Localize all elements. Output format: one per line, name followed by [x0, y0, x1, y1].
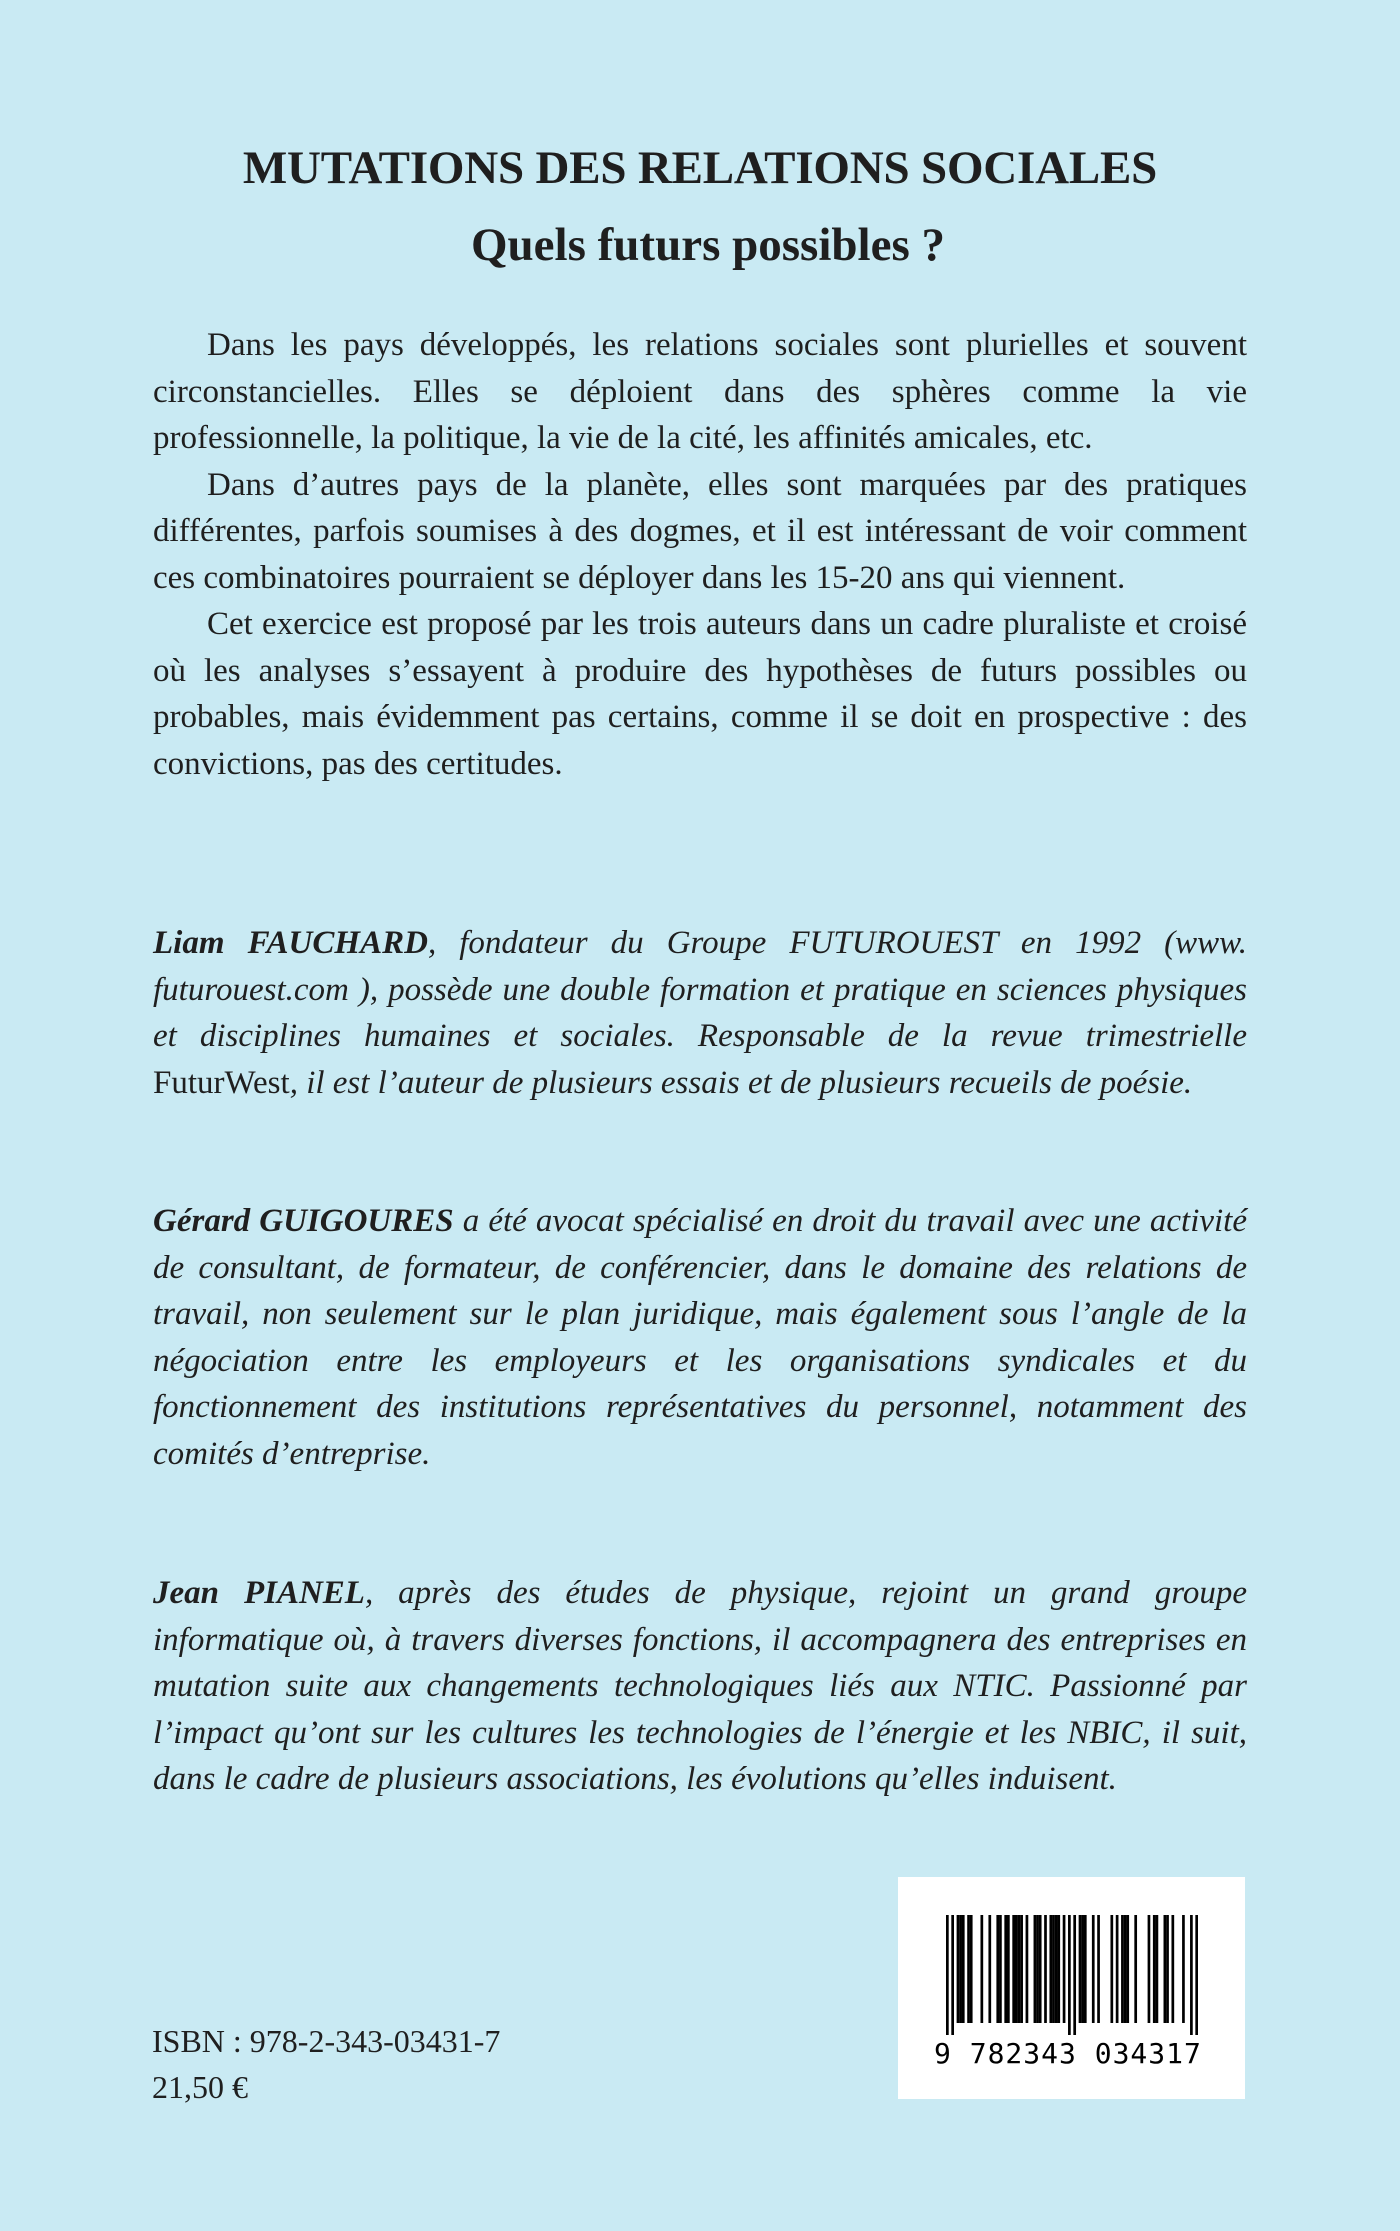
barcode-bar [1190, 1915, 1193, 2035]
barcode-bar [1156, 1915, 1159, 2023]
barcode-bar [957, 1915, 960, 2023]
barcode-bar [1063, 1915, 1066, 2023]
barcode-bar [1044, 1915, 1047, 2023]
author-bio-text: , après des études de physique, rejoint un grand groupe informatique où, à travers diverses fonctions, il accompagnera des entreprises en mutation suite aux changements technologiques liés aux NTIC. Passionné par l’impact qu’ont sur les cultures les technologies de l’énergie et les NBIC, il suit, dans le cadre de plusieurs associations, les évolutions qu’elles induisent. [153, 1575, 1247, 1797]
barcode-bar [1110, 1915, 1113, 2023]
barcode-image [946, 1915, 1198, 2035]
author-bio-text: , fondateur du Groupe FUTUROUEST en 1992 (www. futurouest.com ), possède une double formation et pratique en sciences physiques et disciplines humaines et sociales. Responsable de la revue trimestrielle [153, 925, 1247, 1054]
barcode-bar [1121, 1915, 1124, 2023]
barcode-bar [1068, 1915, 1071, 2035]
barcode-bar [1182, 1915, 1185, 2023]
barcode-bar [959, 1915, 962, 2023]
barcode-bar [1018, 1915, 1021, 2023]
author-bio-fauchard [153, 920, 1247, 1106]
barcode-bar [1020, 1915, 1023, 2023]
barcode-bar [1015, 1915, 1018, 2023]
book-title: MUTATIONS DES RELATIONS SOCIALES [242, 142, 1158, 194]
barcode-bar [1092, 1915, 1095, 2023]
barcode-bar [967, 1915, 970, 2023]
barcode-bar [1079, 1915, 1082, 2023]
barcode-bar [1124, 1915, 1127, 2023]
barcode-bar [1148, 1915, 1151, 2023]
barcode-bar [1034, 1915, 1037, 2023]
barcode-bar [1126, 1915, 1129, 2023]
author-bio-text: , il est l’auteur de plusieurs essais et de plusieurs recueils de poésie. [289, 1064, 1193, 1101]
barcode-digits: 9 782343 034317 [934, 2037, 1202, 2070]
barcode-bar [988, 1915, 991, 2023]
barcode-bar [1007, 1915, 1010, 2023]
author-name: Gérard GUIGOURES [153, 1203, 454, 1239]
summary-paragraph-1: Dans les pays développés, les relations sociales sont plurielles et souvent circonstancielles. Elles se déploient dans des sphères comme la vie professionnelle, la politique, la vie de la cité, les affinités amicales, etc. [153, 327, 1247, 456]
barcode-bar [1134, 1915, 1137, 2023]
barcode-bar [1164, 1915, 1167, 2023]
isbn-number: ISBN : 978-2-343-03431-7 [152, 2023, 501, 2059]
book-summary [153, 322, 1247, 787]
barcode-bar [970, 1915, 973, 2023]
publication-info [152, 2018, 500, 2110]
author-bio-pianel [153, 1570, 1247, 1803]
barcode-bar [1052, 1915, 1055, 2023]
barcode-bar [1039, 1915, 1042, 2023]
barcode-bar [1073, 1915, 1076, 2035]
author-name: Liam FAUCHARD [153, 925, 428, 961]
book-subtitle: Quels futurs possibles ? [470, 219, 946, 271]
journal-name: FuturWest [153, 1064, 290, 1101]
barcode-bar [1026, 1915, 1029, 2023]
barcode-bar [996, 1915, 999, 2023]
author-bio-text: a été avocat spécialisé en droit du travail avec une activité de consultant, de formateur, de conférencier, dans le domaine des relations de travail, non seulement sur le plan juridique, mais également sous l’angle de la négociation entre les employeurs et les organisations syndicales et du fonctionnement des institutions représentatives du personnel, notamment des comités d’entreprise. [153, 1203, 1247, 1472]
barcode-bar [1081, 1915, 1084, 2023]
barcode-bar [1055, 1915, 1058, 2023]
barcode-bar [1195, 1915, 1198, 2035]
author-bio-guigoures [153, 1198, 1247, 1477]
barcode-bar [1097, 1915, 1100, 2023]
barcode-bar [1004, 1915, 1007, 2023]
barcode-bar [1171, 1915, 1174, 2023]
barcode-bar [1084, 1915, 1087, 2023]
summary-paragraph-3: Cet exercice est proposé par les trois auteurs dans un cadre pluraliste et croisé où les analyses s’essayent à produire des hypothèses de futurs possibles ou probables, mais évidemment pas certains, comme il se doit en prospective : des convictions, pas des certitudes. [153, 606, 1247, 782]
barcode-bar [946, 1915, 949, 2035]
summary-paragraph-2: Dans d’autres pays de la planète, elles sont marquées par des pratiques différentes, parfois soumises à des dogmes, et il est intéressant de voir comment ces combinatoires pourraient se déployer dans les 15-20 ans qui viennent. [153, 466, 1247, 596]
barcode-bar [1057, 1915, 1060, 2023]
price: 21,50 € [152, 2069, 248, 2105]
barcode-bar [980, 1915, 983, 2023]
barcode-bar [1012, 1915, 1015, 2023]
barcode-bar [962, 1915, 965, 2023]
author-name: Jean PIANEL [153, 1575, 365, 1611]
barcode-bar [999, 1915, 1002, 2023]
barcode-bar [1036, 1915, 1039, 2023]
barcode-bar [1049, 1915, 1052, 2023]
barcode-bar [1153, 1915, 1156, 2023]
barcode-panel [898, 1877, 1245, 2099]
barcode-bar [1116, 1915, 1119, 2023]
barcode-bar [1166, 1915, 1169, 2023]
barcode-bar [951, 1915, 954, 2035]
